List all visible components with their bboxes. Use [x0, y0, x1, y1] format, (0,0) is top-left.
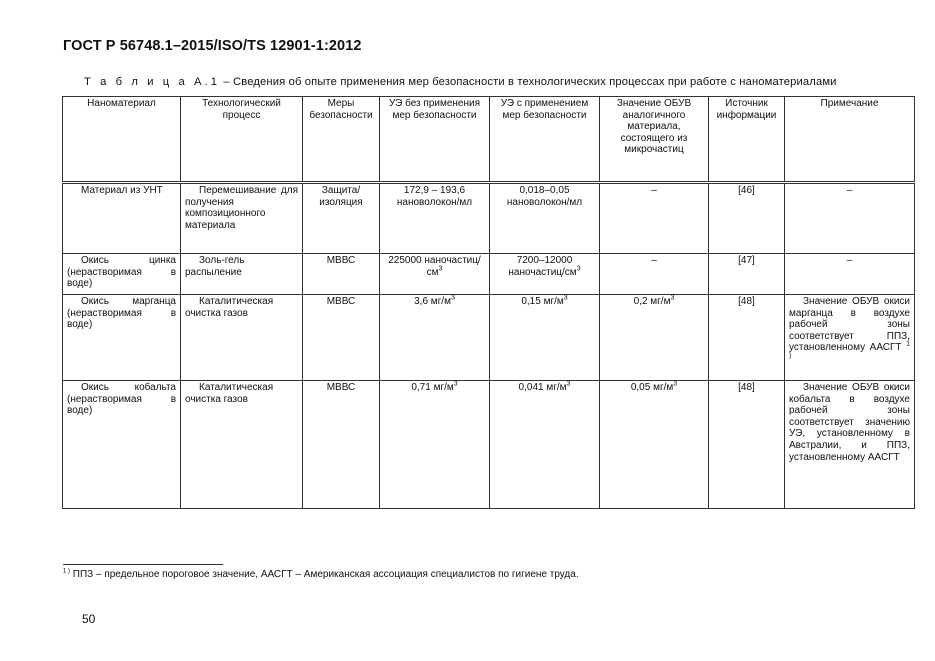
- footnote: [63, 569, 579, 580]
- table-row: [63, 183, 915, 254]
- table-caption: [84, 76, 920, 88]
- cell-exposure-without: 172,9 – 193,6 нановолокон/мл: [380, 183, 490, 254]
- obuv-text: 0,05 мг/м: [630, 382, 674, 393]
- superscript: 3: [450, 294, 455, 302]
- exposure-with-text: 0,15 мг/м: [521, 296, 564, 307]
- superscript: 3: [453, 380, 458, 388]
- footnote-marker: 1 ): [63, 568, 71, 575]
- header-exposure-with: УЭ с применением мер безопасности: [490, 97, 600, 183]
- header-source: Источник информации: [709, 97, 785, 183]
- table-row: [63, 381, 915, 509]
- cell-process: Каталитическая очистка газов: [181, 381, 303, 509]
- cell-material: Материал из УНТ: [63, 183, 181, 254]
- superscript: 3: [563, 294, 568, 302]
- cell-obuv: –: [600, 254, 709, 295]
- cell-note: –: [785, 254, 915, 295]
- exposure-with-text: 0,041 мг/м: [518, 382, 567, 393]
- cell-exposure-with: [490, 295, 600, 381]
- cell-process: Каталитическая очистка газов: [181, 295, 303, 381]
- superscript: 3: [673, 380, 678, 388]
- footnote-divider: [63, 564, 223, 565]
- cell-exposure-without: [380, 254, 490, 295]
- note-text: Значение ОБУВ окиси марганца в воздухе рабочей зоны соответствует ППЗ, установленному ААСГТ: [789, 296, 910, 354]
- exposure-without-text: 0,71 мг/м: [411, 382, 454, 393]
- exposure-without-text: 225000 наночастиц/см: [388, 255, 481, 278]
- obuv-text: 0,2 мг/м: [633, 296, 671, 307]
- table-row: [63, 254, 915, 295]
- table-caption-label: Т а б л и ц а А.1: [84, 76, 221, 88]
- cell-source: [48]: [709, 295, 785, 381]
- cell-material: Окись марганца (нерастворимая в воде): [63, 295, 181, 381]
- header-note: Примечание: [785, 97, 915, 183]
- cell-measures: МВВС: [303, 254, 380, 295]
- header-measures: Меры безопасности: [303, 97, 380, 183]
- table-row: [63, 295, 915, 381]
- cell-exposure-without: [380, 295, 490, 381]
- cell-note: –: [785, 183, 915, 254]
- cell-material: Окись цинка (нерастворимая в воде): [63, 254, 181, 295]
- cell-exposure-with: [490, 254, 600, 295]
- header-material: Наноматериал: [63, 97, 181, 183]
- cell-process: Золь-гель распыление: [181, 254, 303, 295]
- cell-process: Перемешивание для получения композиционного материала: [181, 183, 303, 254]
- cell-measures: Защита/изоляция: [303, 183, 380, 254]
- cell-source: [48]: [709, 381, 785, 509]
- header-obuv: Значение ОБУВ аналогичного материала, состоящего из микрочастиц: [600, 97, 709, 183]
- footnote-text: ППЗ – предельное пороговое значение, ААСГТ – Американская ассоциация специалистов по гигиене труда.: [70, 569, 579, 580]
- cell-obuv: –: [600, 183, 709, 254]
- header-exposure-without: УЭ без применения мер безопасности: [380, 97, 490, 183]
- exposure-without-text: 3,6 мг/м: [414, 296, 451, 307]
- superscript: 3: [670, 294, 675, 302]
- superscript: 3: [566, 380, 571, 388]
- footnote-ref: 1 ): [789, 341, 910, 360]
- exposure-with-text: 7200–12000 наночастиц/см: [508, 255, 577, 278]
- cell-source: [46]: [709, 183, 785, 254]
- cell-note: [785, 295, 915, 381]
- header-process: Технологический процесс: [181, 97, 303, 183]
- cell-source: [47]: [709, 254, 785, 295]
- cell-measures: МВВС: [303, 295, 380, 381]
- cell-exposure-with: [490, 381, 600, 509]
- safety-measures-table: [62, 96, 915, 509]
- cell-measures: МВВС: [303, 381, 380, 509]
- superscript: 3: [576, 265, 581, 273]
- superscript: 3: [438, 265, 443, 273]
- cell-obuv: [600, 381, 709, 509]
- table-caption-text: – Сведения об опыте применения мер безопасности в технологических процессах при работе с наноматериалами: [220, 76, 837, 88]
- cell-exposure-with: 0,018–0,05 нановолокон/мл: [490, 183, 600, 254]
- cell-note: Значение ОБУВ окиси кобальта в воздухе рабочей зоны соответствует значению УЭ, установленному в Австралии, и ППЗ, установленному ААСГТ: [785, 381, 915, 509]
- document-title: ГОСТ Р 56748.1–2015/ISO/TS 12901-1:2012: [63, 38, 362, 54]
- page-number: 50: [82, 612, 96, 626]
- cell-obuv: [600, 295, 709, 381]
- cell-exposure-without: [380, 381, 490, 509]
- cell-material: Окись кобальта (нерастворимая в воде): [63, 381, 181, 509]
- table-header-row: [63, 97, 915, 183]
